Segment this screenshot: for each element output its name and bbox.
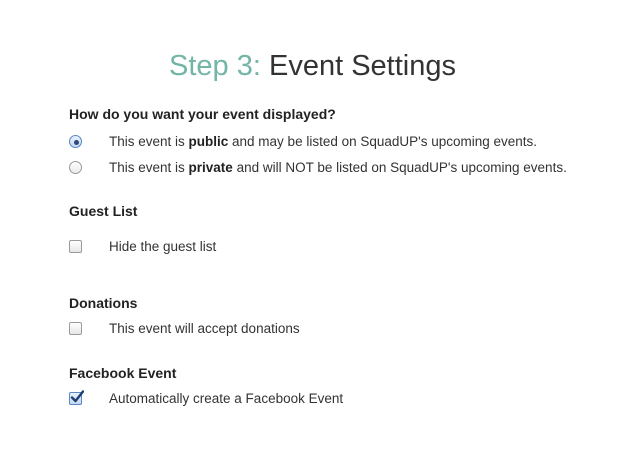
public-radio[interactable]: [69, 135, 82, 148]
donations-option[interactable]: [69, 318, 300, 338]
display-question: How do you want your event displayed?: [69, 106, 336, 122]
hide-guest-list-checkbox[interactable]: [69, 240, 82, 253]
page-title: [0, 48, 625, 84]
facebook-event-label: Facebook Event: [69, 365, 177, 381]
public-option[interactable]: [69, 131, 537, 151]
private-option[interactable]: [69, 157, 567, 177]
facebook-event-option-label: Automatically create a Facebook Event: [109, 390, 344, 406]
facebook-event-checkbox[interactable]: [69, 392, 82, 405]
private-radio[interactable]: [69, 161, 82, 174]
hide-guest-list-label: Hide the guest list: [109, 238, 217, 254]
public-option-label: This event is public and may be listed on SquadUP's upcoming events.: [109, 133, 538, 149]
checkmark-icon: [70, 390, 84, 404]
step-number: Step 3:: [169, 50, 261, 82]
hide-guest-list-option[interactable]: [69, 236, 216, 256]
donations-label: Donations: [69, 295, 138, 311]
donations-checkbox[interactable]: [69, 322, 82, 335]
private-option-label: This event is private and will NOT be listed on SquadUP's upcoming events.: [109, 159, 567, 175]
guest-list-label: Guest List: [69, 203, 138, 219]
facebook-event-option[interactable]: [69, 388, 343, 408]
donations-option-label: This event will accept donations: [109, 320, 300, 336]
step-name: Event Settings: [268, 50, 456, 82]
